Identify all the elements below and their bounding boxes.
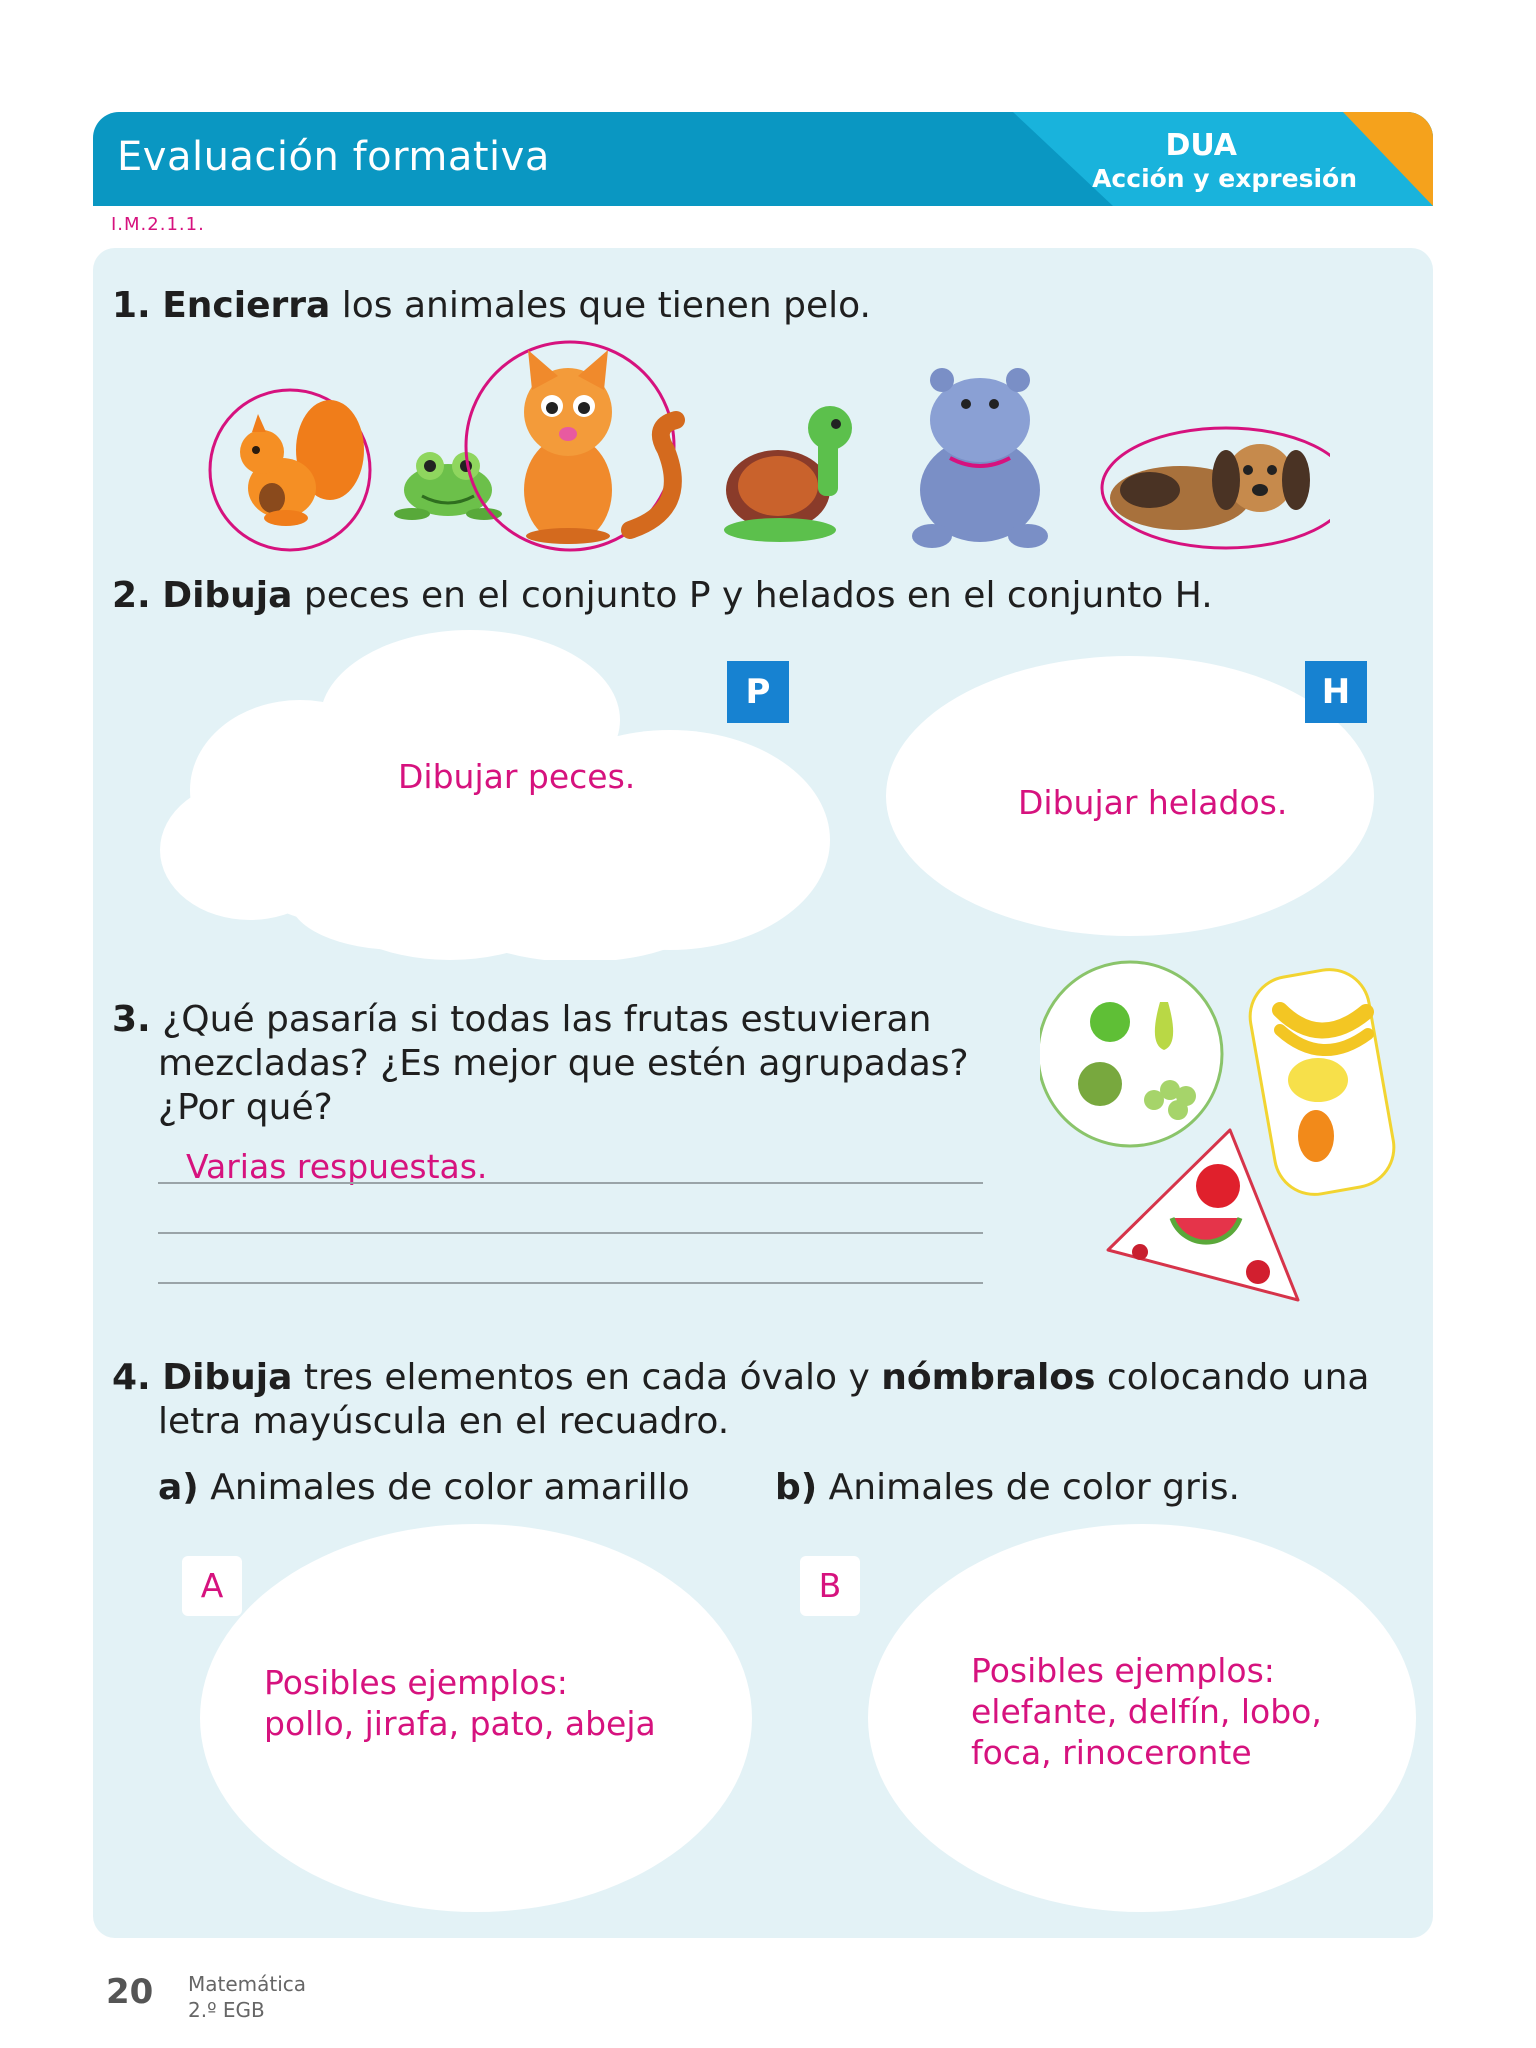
indicator-code: I.M.2.1.1. — [111, 214, 205, 235]
answer-line-3[interactable] — [158, 1282, 983, 1284]
page-number: 20 — [106, 1972, 154, 2012]
question-4: 4. Dibuja tres elementos en cada óvalo y nómbralos colocando una letra mayúscula en el recuadro. — [112, 1357, 1370, 1442]
hippo-icon — [912, 368, 1048, 548]
answer-set-h: Dibujar helados. — [1018, 783, 1288, 822]
answer-line-2[interactable] — [158, 1232, 983, 1234]
answer-oval-b: Posibles ejemplos: elefante, delfín, lobo, foca, rinoceronte — [971, 1651, 1322, 1772]
turtle-icon — [724, 406, 852, 542]
fruit-groups — [1040, 950, 1420, 1320]
letter-box-b[interactable]: B — [800, 1556, 860, 1616]
squirrel-icon[interactable] — [210, 390, 370, 550]
dua-subtitle: Acción y expresión — [1092, 164, 1357, 193]
footer-grade: 2.º EGB — [188, 1998, 265, 2022]
question-1: 1. Encierra los animales que tienen pelo. — [112, 285, 871, 326]
dog-icon[interactable] — [1102, 428, 1330, 548]
yellow-fruit-group — [1244, 963, 1400, 1200]
header-banner — [93, 112, 1433, 206]
dua-title: DUA — [1165, 128, 1237, 163]
frog-icon — [394, 452, 502, 520]
question-3: 3. ¿Qué pasaría si todas las frutas estuvieran mezcladas? ¿Es mejor que estén agrupadas? ¿Por qué? — [112, 999, 969, 1128]
green-fruit-group — [1040, 962, 1222, 1146]
answer-question-3: Varias respuestas. — [186, 1147, 488, 1186]
question-2: 2. Dibuja peces en el conjunto P y helados en el conjunto H. — [112, 575, 1213, 616]
set-p-label: P — [727, 661, 789, 723]
letter-box-a[interactable]: A — [182, 1556, 242, 1616]
footer-subject: Matemática — [188, 1972, 307, 1996]
cat-icon[interactable] — [466, 342, 676, 550]
question-4a: a) Animales de color amarillo — [158, 1467, 690, 1508]
page-title: Evaluación formativa — [117, 134, 550, 180]
question-4b: b) Animales de color gris. — [775, 1467, 1240, 1508]
answer-set-p: Dibujar peces. — [398, 757, 636, 796]
red-fruit-group — [1108, 1130, 1298, 1300]
set-h-label: H — [1305, 661, 1367, 723]
answer-line-1[interactable] — [158, 1182, 983, 1184]
animals-row — [190, 340, 1330, 570]
answer-oval-a: Posibles ejemplos: pollo, jirafa, pato, abeja — [264, 1663, 656, 1743]
